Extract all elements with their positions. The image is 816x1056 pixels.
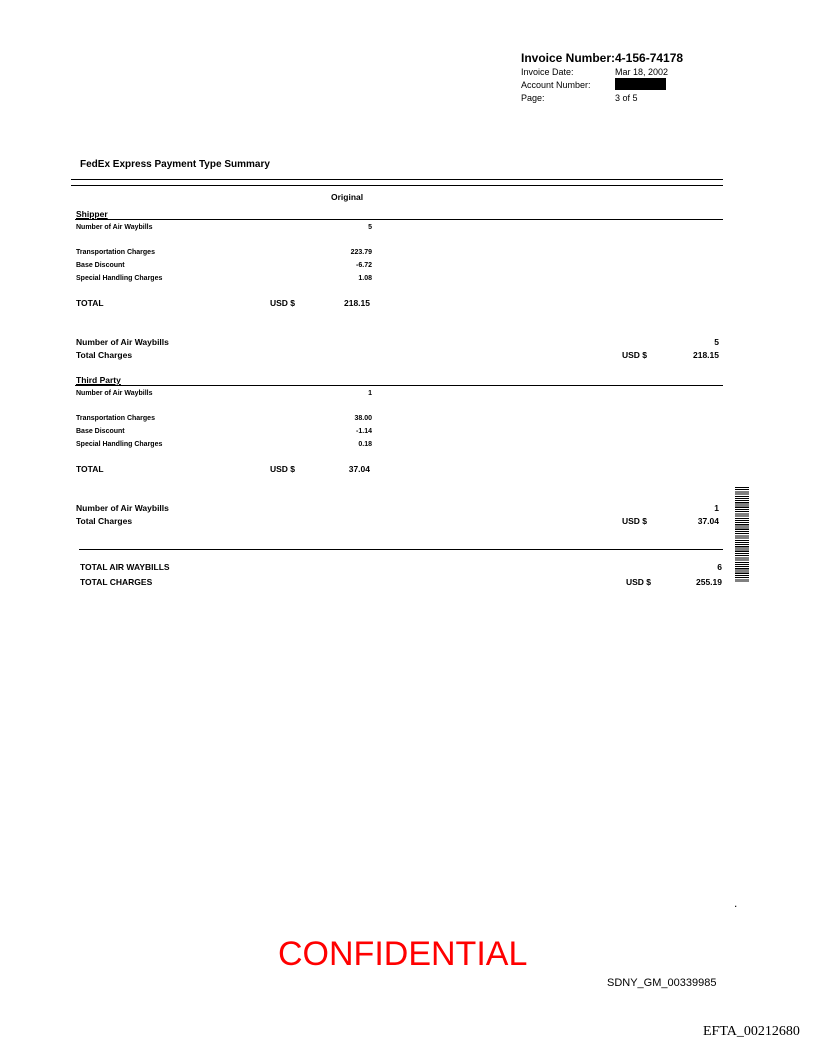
shipper-waybills-label: Number of Air Waybills — [76, 224, 153, 231]
shipper-waybills-value: 5 — [368, 224, 372, 231]
top-rule-1 — [71, 179, 723, 180]
third-party-special-label: Special Handling Charges — [76, 441, 163, 448]
invoice-date-label: Invoice Date: — [521, 67, 574, 77]
third-party-total-value: 37.04 — [348, 464, 370, 474]
third-party-discount-label: Base Discount — [76, 428, 125, 435]
shipper-summary-currency: USD $ — [622, 350, 648, 360]
third-party-discount-value: -1.14 — [356, 428, 372, 435]
shipper-special-value: 1.08 — [358, 275, 372, 282]
page-title: FedEx Express Payment Type Summary — [80, 159, 270, 170]
page-value: 3 of 5 — [615, 93, 638, 103]
third-party-transport-label: Transportation Charges — [76, 415, 155, 422]
shipper-special-label: Special Handling Charges — [76, 275, 163, 282]
grand-waybills-value: 6 — [717, 562, 722, 572]
confidential-stamp: CONFIDENTIAL — [278, 935, 528, 973]
third-party-total-currency: USD $ — [270, 464, 296, 474]
account-number-label: Account Number: — [521, 80, 591, 90]
grand-charges-value: 255.19 — [696, 577, 722, 587]
shipper-discount-value: -6.72 — [356, 262, 372, 269]
column-header-original: Original — [331, 192, 364, 202]
third-party-heading: Third Party — [76, 375, 121, 385]
third-party-special-value: 0.18 — [358, 441, 372, 448]
invoice-date: Mar 18, 2002 — [615, 67, 669, 77]
account-number-redaction — [615, 78, 666, 90]
stray-dot: . — [734, 896, 738, 910]
third-party-total-label: TOTAL — [76, 464, 104, 474]
shipper-summary-total-value: 218.15 — [693, 350, 719, 360]
grand-charges-label: TOTAL CHARGES — [80, 577, 153, 587]
shipper-total-value: 218.15 — [344, 298, 370, 308]
shipper-summary-total-label: Total Charges — [76, 350, 133, 360]
grand-total-rule — [79, 549, 723, 550]
shipper-total-label: TOTAL — [76, 298, 104, 308]
page-label: Page: — [521, 93, 545, 103]
shipper-rule — [75, 219, 723, 220]
shipper-heading: Shipper — [76, 209, 108, 219]
invoice-number: 4-156-74178 — [615, 51, 684, 65]
shipper-summary-waybills-value: 5 — [714, 337, 719, 347]
third-party-summary-total-label: Total Charges — [76, 516, 133, 526]
grand-currency: USD $ — [626, 577, 652, 587]
bates-number: SDNY_GM_00339985 — [607, 977, 717, 989]
third-party-waybills-label: Number of Air Waybills — [76, 390, 153, 397]
third-party-rule — [75, 385, 723, 386]
barcode — [735, 487, 749, 582]
third-party-waybills-value: 1 — [368, 390, 372, 397]
shipper-summary-waybills-label: Number of Air Waybills — [76, 337, 169, 347]
shipper-transport-label: Transportation Charges — [76, 249, 155, 256]
invoice-number-label: Invoice Number: — [521, 51, 616, 65]
third-party-summary-total-value: 37.04 — [697, 516, 719, 526]
top-rule-2 — [71, 185, 723, 186]
shipper-discount-label: Base Discount — [76, 262, 125, 269]
third-party-transport-value: 38.00 — [354, 415, 372, 422]
shipper-total-currency: USD $ — [270, 298, 296, 308]
grand-waybills-label: TOTAL AIR WAYBILLS — [80, 562, 170, 572]
third-party-summary-currency: USD $ — [622, 516, 648, 526]
third-party-summary-waybills-label: Number of Air Waybills — [76, 503, 169, 513]
efta-number: EFTA_00212680 — [703, 1024, 800, 1039]
shipper-transport-value: 223.79 — [350, 249, 372, 256]
third-party-summary-waybills-value: 1 — [714, 503, 719, 513]
